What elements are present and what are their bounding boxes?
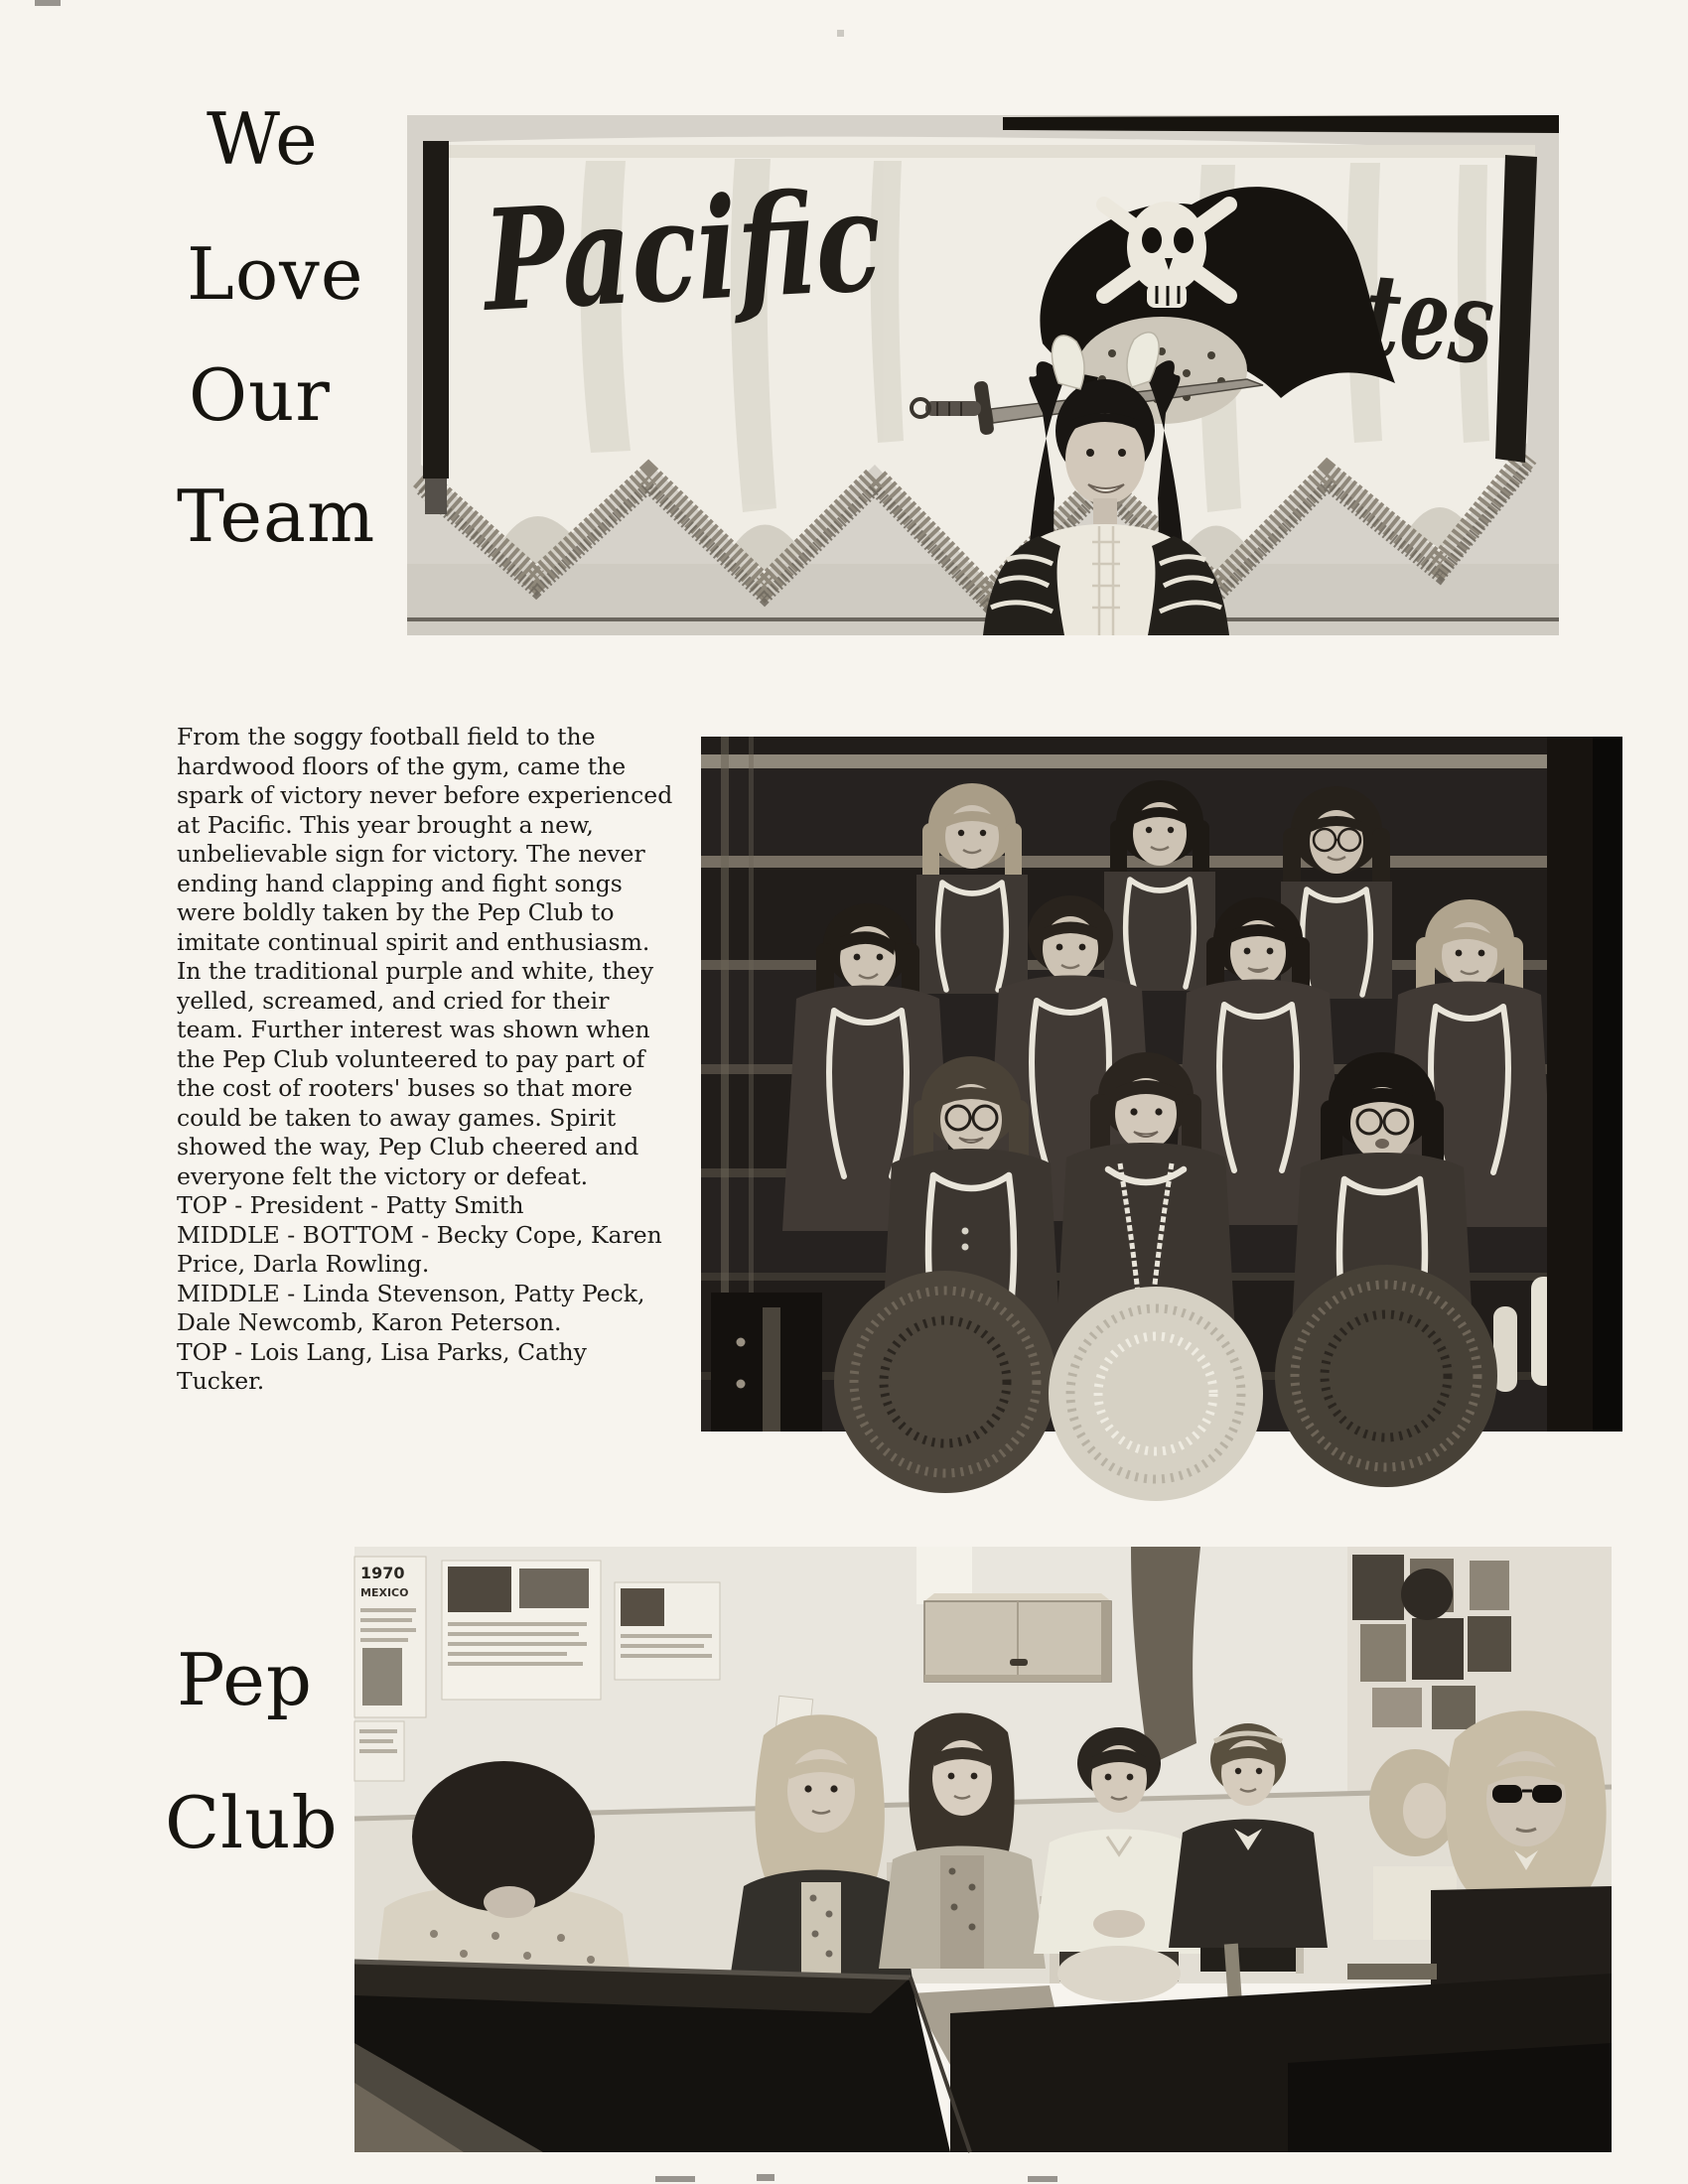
girl-eye — [1118, 449, 1126, 457]
squad-girl — [916, 783, 1028, 994]
poster-year-text: 1970 — [360, 1564, 405, 1582]
photo-top-strip — [1003, 115, 1559, 133]
skull-eye — [1174, 227, 1194, 253]
banner-top-shade — [425, 145, 1535, 158]
open-mouth — [1375, 1139, 1389, 1149]
girl-eye — [1086, 449, 1094, 457]
section-label-line: Club — [165, 1781, 339, 1864]
article-body: From the soggy football field to the hardwood floors of the gym, came the spark of victory never before experienced at Pacific. This year brought a new, unbelievable sign for victory. The never ending hand clapping and fight songs were boldly taken by the Pep Club to imitate continual spirit and enthusiasm. In the traditional purple and white, they yelled, screamed, and cried for their team. Further interest was shown when the Pep Club volunteered to pay part of the cost of rooters' buses so that more could be taken to away games. Spirit showed the way, Pep Club cheered and everyone felt the victory or defeat. — [177, 723, 673, 1190]
banner-photo — [407, 115, 1643, 635]
photo-edge-shadow — [1547, 737, 1593, 1432]
banner-left-border-fade — [425, 478, 447, 514]
headline-line: Love — [187, 232, 364, 316]
caption-line: MIDDLE - Linda Stevenson, Patty Peck, Dale Newcomb, Karon Peterson. — [177, 1279, 645, 1336]
squad-photo-art — [701, 737, 1622, 1432]
classroom-photo — [354, 1547, 1612, 2152]
sunglasses-icon — [1492, 1785, 1522, 1803]
headline-line: We — [207, 97, 319, 181]
skull — [1127, 202, 1206, 293]
light-skirt — [1057, 1946, 1181, 2001]
pom-poms — [834, 1265, 1497, 1501]
scan-artifact — [757, 2174, 774, 2181]
sword-grip — [925, 401, 981, 416]
skull-eye — [1142, 227, 1162, 253]
photo-edge-bar — [1593, 737, 1622, 1432]
squad-girl — [1104, 780, 1215, 991]
girl-neck — [1093, 498, 1117, 524]
pom-pom-white — [1049, 1287, 1263, 1501]
section-label-line: Pep — [177, 1638, 313, 1721]
chair-slat — [1347, 1964, 1437, 1979]
wall-cabinet — [924, 1593, 1111, 1682]
folded-hands — [1093, 1910, 1145, 1938]
squad-back-row — [916, 780, 1392, 999]
cabinet-handle — [1010, 1659, 1028, 1666]
poster-place-text: MEXICO — [360, 1586, 409, 1599]
baseboard-line — [407, 617, 1559, 621]
banner-left-border — [423, 141, 449, 478]
banner-script-right: Pirates — [1182, 235, 1643, 401]
caption-line: TOP - President - Patty Smith — [177, 1191, 524, 1219]
headline-line: Our — [189, 353, 331, 437]
article-block — [177, 723, 678, 1397]
classroom-photo-art — [354, 1547, 1612, 2152]
bleacher-support — [711, 1293, 822, 1432]
pom-pom-dark — [1275, 1265, 1497, 1487]
caption-line: TOP - Lois Lang, Lisa Parks, Cathy Tucker. — [177, 1337, 587, 1395]
banner-photo-art — [407, 115, 1643, 635]
scan-artifact — [1028, 2176, 1057, 2182]
headline-line: Team — [177, 475, 376, 558]
scan-artifact — [837, 30, 844, 37]
pom-pom-dark — [834, 1271, 1056, 1493]
banner-script-left: Pacific — [480, 154, 1002, 343]
scan-artifact — [35, 0, 61, 6]
caption-line: MIDDLE - BOTTOM - Becky Cope, Karen Price, Darla Rowling. — [177, 1220, 662, 1278]
scan-artifact — [655, 2176, 695, 2182]
squad-photo — [701, 737, 1622, 1432]
